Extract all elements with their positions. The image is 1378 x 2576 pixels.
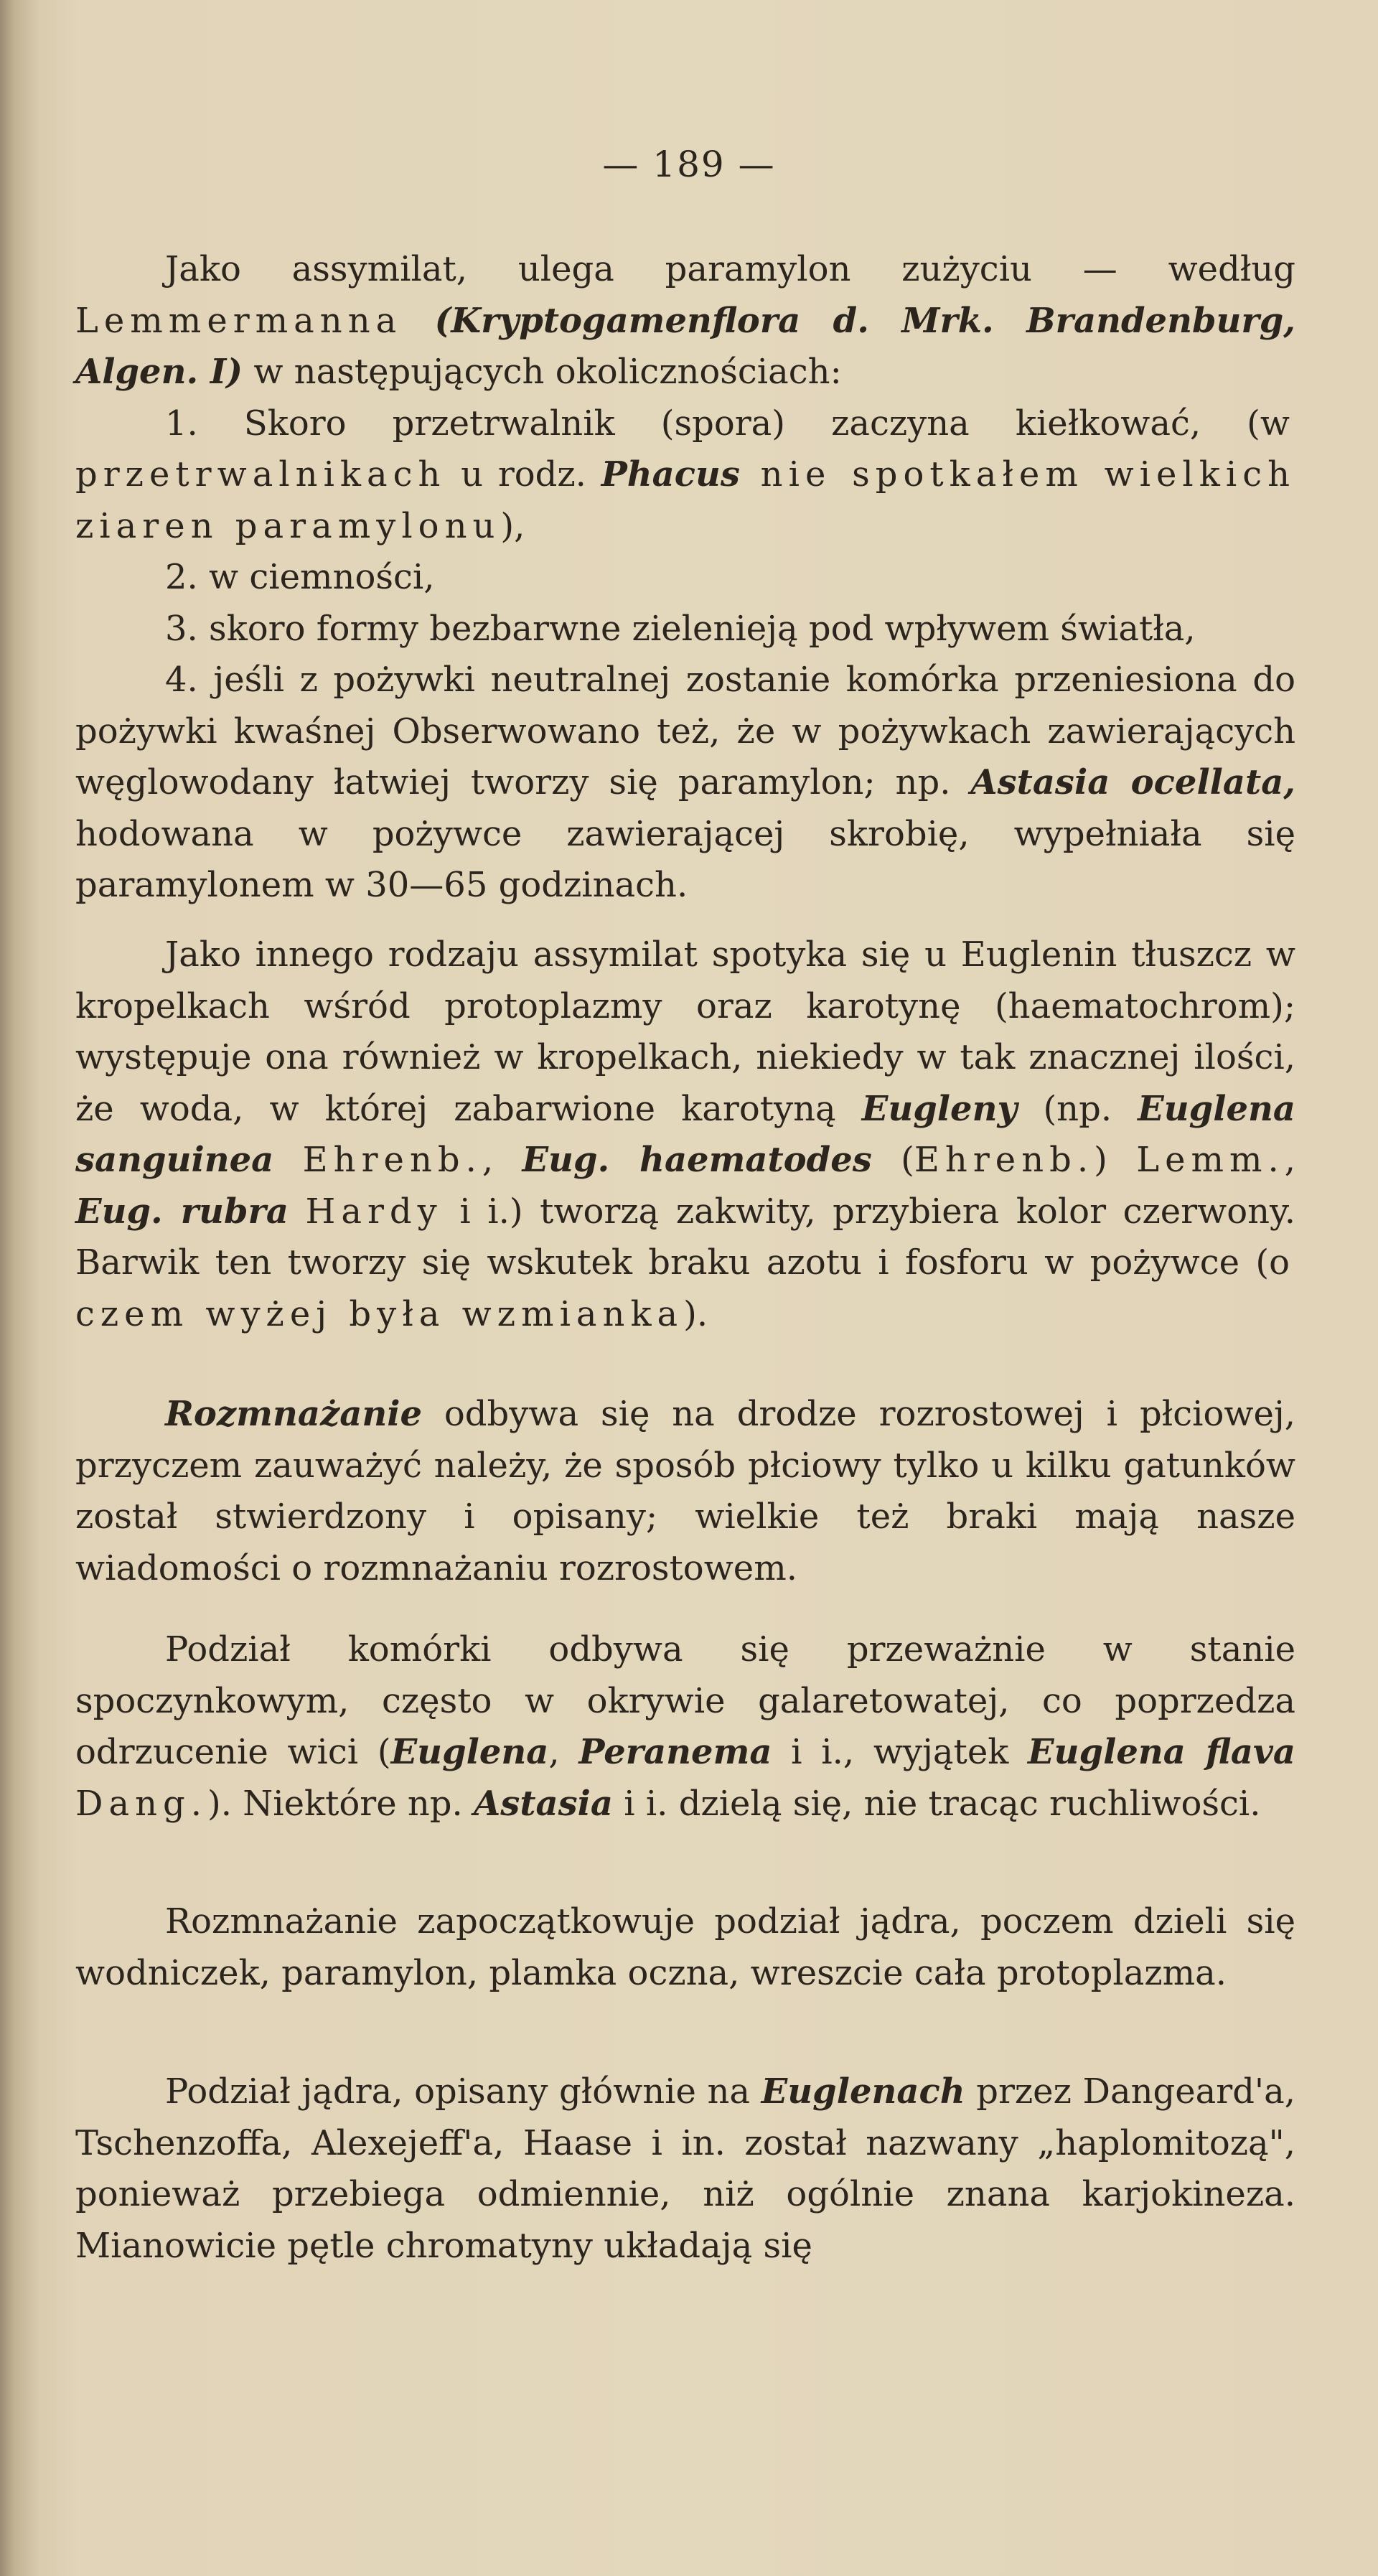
list-item-1 bbox=[75, 398, 1295, 553]
list-item-2: 2. w ciemności, bbox=[165, 557, 435, 597]
spaced-text: w przetrwalnikach bbox=[75, 403, 1295, 495]
genus-name: Eugleny bbox=[861, 1088, 1018, 1129]
text-run: Podział jądra, opisany głównie na bbox=[165, 2071, 761, 2112]
text-run: przez Dangeard'a, Tschenzoffa, Alexejeff'a, Haase i in. został nazwany „haplomitozą", ponieważ przebiega odmiennie, niż ogólnie znana karjokineza. Mianowicie pętle chromatyny układają się bbox=[75, 2071, 1295, 2266]
text-run: 1. Skoro przetrwalnik (spora) zaczyna kiełkować, ( bbox=[165, 403, 1260, 444]
paragraph-haplomitosis bbox=[75, 2066, 1295, 2272]
spaced-text: o czem wyżej była wzmianka bbox=[75, 1242, 1295, 1334]
genus-name: Euglenach bbox=[761, 2071, 965, 2112]
species-name: Euglena sanguinea bbox=[75, 1088, 1295, 1180]
author-name: Ehrenb. bbox=[302, 1140, 482, 1180]
text-run: Podział komórki odbywa się przeważnie w stanie spoczynkowym, często w okrywie galaretowatej, co poprzedza odrzucenie wici ( bbox=[75, 1629, 1295, 1772]
text-run: , bbox=[548, 1732, 579, 1772]
author-name: Hardy bbox=[305, 1191, 443, 1232]
text-run: ), bbox=[500, 505, 525, 546]
list-item-3: 3. skoro formy bezbarwne zielenieją pod wpływem światła, bbox=[165, 608, 1196, 649]
author-name: Lemm. bbox=[1136, 1140, 1285, 1180]
author-name: Dang. bbox=[75, 1783, 207, 1824]
genus-name: Astasia bbox=[474, 1783, 613, 1824]
paragraph-paramylon-assimilate bbox=[75, 244, 1295, 912]
text-run: ) bbox=[1094, 1140, 1137, 1180]
text-run: i i. dzielą się, nie tracąc ruchliwości. bbox=[612, 1783, 1261, 1824]
text-run: , bbox=[482, 1140, 522, 1180]
species-name: Eug. rubra bbox=[75, 1191, 289, 1232]
genus-name: Phacus bbox=[601, 454, 740, 495]
text-run: w następujących okolicznościach: bbox=[243, 352, 842, 392]
text-run: hodowana w pożywce zawierającej skrobię, wypełniała się paramylonem w 30—65 godzinach. bbox=[75, 813, 1295, 905]
species-name: Astasia ocellata, bbox=[970, 762, 1296, 802]
reference-title: (Kryptogamenflora d. Mrk. Brandenburg, Algen. I) bbox=[75, 300, 1295, 392]
text-run: u rodz. bbox=[446, 454, 601, 495]
text-run: Jako assymilat, ulega paramylon zużyciu — według bbox=[165, 249, 1295, 289]
spaced-text: nie spotkałem wielkich ziaren paramylonu bbox=[75, 454, 1295, 546]
text-run: i i.) tworzą zakwity, przybiera kolor czerwony. Barwik ten tworzy się wskutek braku azotu i fosforu w pożywce ( bbox=[75, 1191, 1296, 1283]
text-run: odbywa się na drodze rozrostowej i płciowej, przyczem zauważyć należy, że sposób płciowy tylko u kilku gatunków został stwierdzony i opisany; wielkie też braki mają nasze wiadomości o rozmnażaniu rozrostowem. bbox=[75, 1394, 1295, 1588]
text-run: 4. jeśli z pożywki neutralnej zostanie komórka przeniesiona do pożywki kwaśnej Obserwowano też, że w pożywkach zawierających węglowodany łatwiej tworzy się paramylon; np. bbox=[75, 660, 1295, 802]
paragraph-cell-division bbox=[75, 1624, 1295, 1830]
text-run: i i., wyjątek bbox=[772, 1732, 1028, 1772]
paragraph-reproduction bbox=[75, 1389, 1295, 1594]
text-run bbox=[273, 1140, 302, 1180]
text-run: ). bbox=[683, 1293, 708, 1334]
list-item-4 bbox=[75, 655, 1295, 912]
section-heading: Rozmnażanie bbox=[165, 1394, 422, 1434]
text-run: (np. bbox=[1017, 1088, 1138, 1129]
species-name: Euglena flava bbox=[1028, 1732, 1296, 1772]
page-number: — 189 — bbox=[602, 144, 776, 185]
author-name: Lemmermanna bbox=[75, 300, 403, 341]
paragraph-fat-carotene bbox=[75, 929, 1295, 1340]
text-run: , bbox=[1284, 1140, 1296, 1180]
text-run: Jako innego rodzaju assymilat spotyka się u Euglenin tłuszcz w kropelkach wśród protoplazmy oraz karotynę (haematochrom); występuje ona również w kropelkach, niekiedy w tak znacznej ilości, że woda, w której zabarwione karotyną bbox=[75, 935, 1295, 1129]
text-run bbox=[289, 1191, 306, 1232]
author-name: Ehrenb. bbox=[914, 1140, 1095, 1180]
genus-name: Peranema bbox=[578, 1732, 772, 1772]
paragraph-nucleus-division-start: Rozmnażanie zapoczątkowuje podział jądra, poczem dzieli się wodniczek, paramylon, plamka oczna, wreszcie cała protoplazma. bbox=[75, 1901, 1295, 1993]
genus-name: Euglena bbox=[390, 1732, 549, 1772]
text-run: ). Niektóre np. bbox=[207, 1783, 474, 1824]
species-name: Eug. haematodes bbox=[522, 1140, 872, 1180]
text-run: ( bbox=[871, 1140, 914, 1180]
